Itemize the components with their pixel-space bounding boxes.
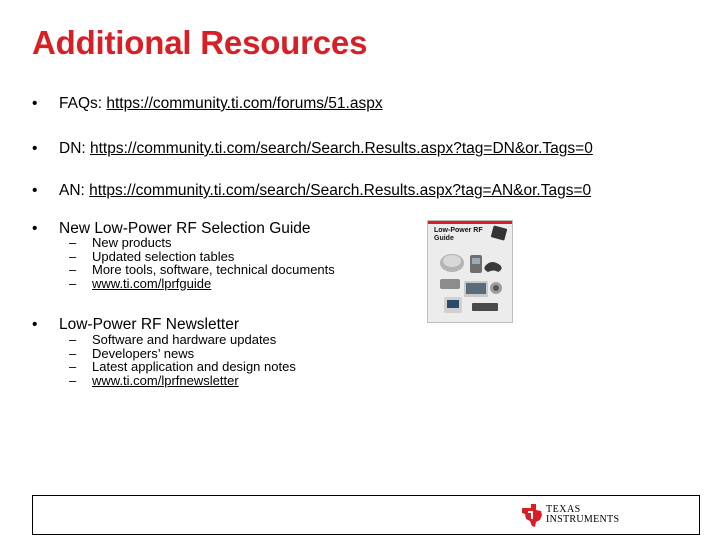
ti-state-icon [520,502,544,528]
sub-list-item [59,277,459,291]
sub-item-text: Latest application and design notes [92,359,296,374]
list-item-text [59,182,591,200]
dash-icon: – [69,275,77,291]
selection-guide-sublist [59,236,459,290]
list-item-text [59,140,593,158]
selection-guide-heading: New Low-Power RF Selection Guide [59,220,311,237]
logo-text-texas: TEXAS [546,504,581,515]
list-item-text [59,95,383,113]
dash-icon: – [69,345,77,361]
lprfnewsletter-link[interactable]: www.ti.com/lprfnewsletter [92,372,239,388]
bullet-icon: • [32,140,38,157]
an-label: AN: [59,182,90,199]
sub-list-item [59,263,459,277]
dash-icon: – [69,372,77,388]
faqs-link[interactable]: https://community.ti.com/forums/51.aspx [106,95,383,112]
dash-icon: – [69,262,77,277]
sub-list-item [59,347,459,361]
bullet-icon: • [32,95,38,112]
dash-icon: – [69,248,77,264]
dash-icon: – [69,235,77,250]
sub-list-item [59,360,459,374]
lprfguide-link[interactable]: www.ti.com/lprfguide [92,275,212,291]
newsletter-sublist [59,333,459,387]
an-link[interactable]: https://community.ti.com/search/Search.Results.aspx?tag=AN&or.Tags=0 [89,182,592,199]
slide-title: Additional Resources [32,24,368,61]
bullet-icon: • [32,220,38,237]
dash-icon: – [69,332,77,347]
faqs-label: FAQs: [59,95,107,112]
dash-icon: – [69,359,77,374]
bullet-icon: • [32,182,38,199]
sub-item-text: Software and hardware updates [92,332,277,347]
sub-list-item [59,236,459,250]
cover-title: Low-Power RF Guide [434,227,483,242]
texas-instruments-logo [520,502,620,529]
bullet-icon: • [32,316,38,333]
logo-text-instruments: INSTRUMENTS [546,514,620,525]
sub-item-text: New products [92,235,172,250]
dn-link[interactable]: https://community.ti.com/search/Search.Results.aspx?tag=DN&or.Tags=0 [90,140,593,157]
sub-item-text: Developers’ news [92,345,195,361]
dn-label: DN: [59,140,90,157]
sub-item-text: More tools, software, technical documents [92,262,335,277]
cover-artwork [428,221,513,323]
sub-list-item [59,374,459,388]
sub-item-text: Updated selection tables [92,248,235,264]
selection-guide-cover-image [427,220,513,323]
newsletter-heading: Low-Power RF Newsletter [59,316,240,333]
sub-list-item [59,333,459,347]
sub-list-item [59,250,459,264]
